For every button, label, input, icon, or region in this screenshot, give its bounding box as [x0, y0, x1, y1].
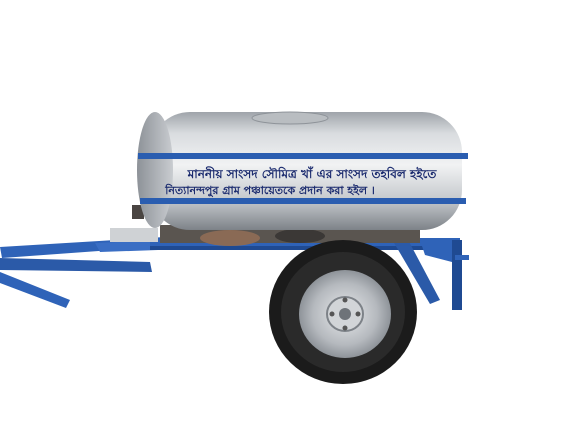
tank-inscription-line-1: মাননীয় সাংসদ সৌমিত্র খাঁ এর সাংসদ তহবিল হইতে: [187, 167, 437, 181]
top-stripe: [138, 153, 468, 159]
wheel: [269, 240, 417, 384]
bottom-stripe: [140, 198, 466, 204]
hub: [339, 308, 351, 320]
tank-inscription-line-2: নিত্যানন্দপুর গ্রাম পঞ্চায়েতকে প্রদান করা হইল ।: [165, 184, 375, 197]
water-tank: [137, 112, 468, 230]
